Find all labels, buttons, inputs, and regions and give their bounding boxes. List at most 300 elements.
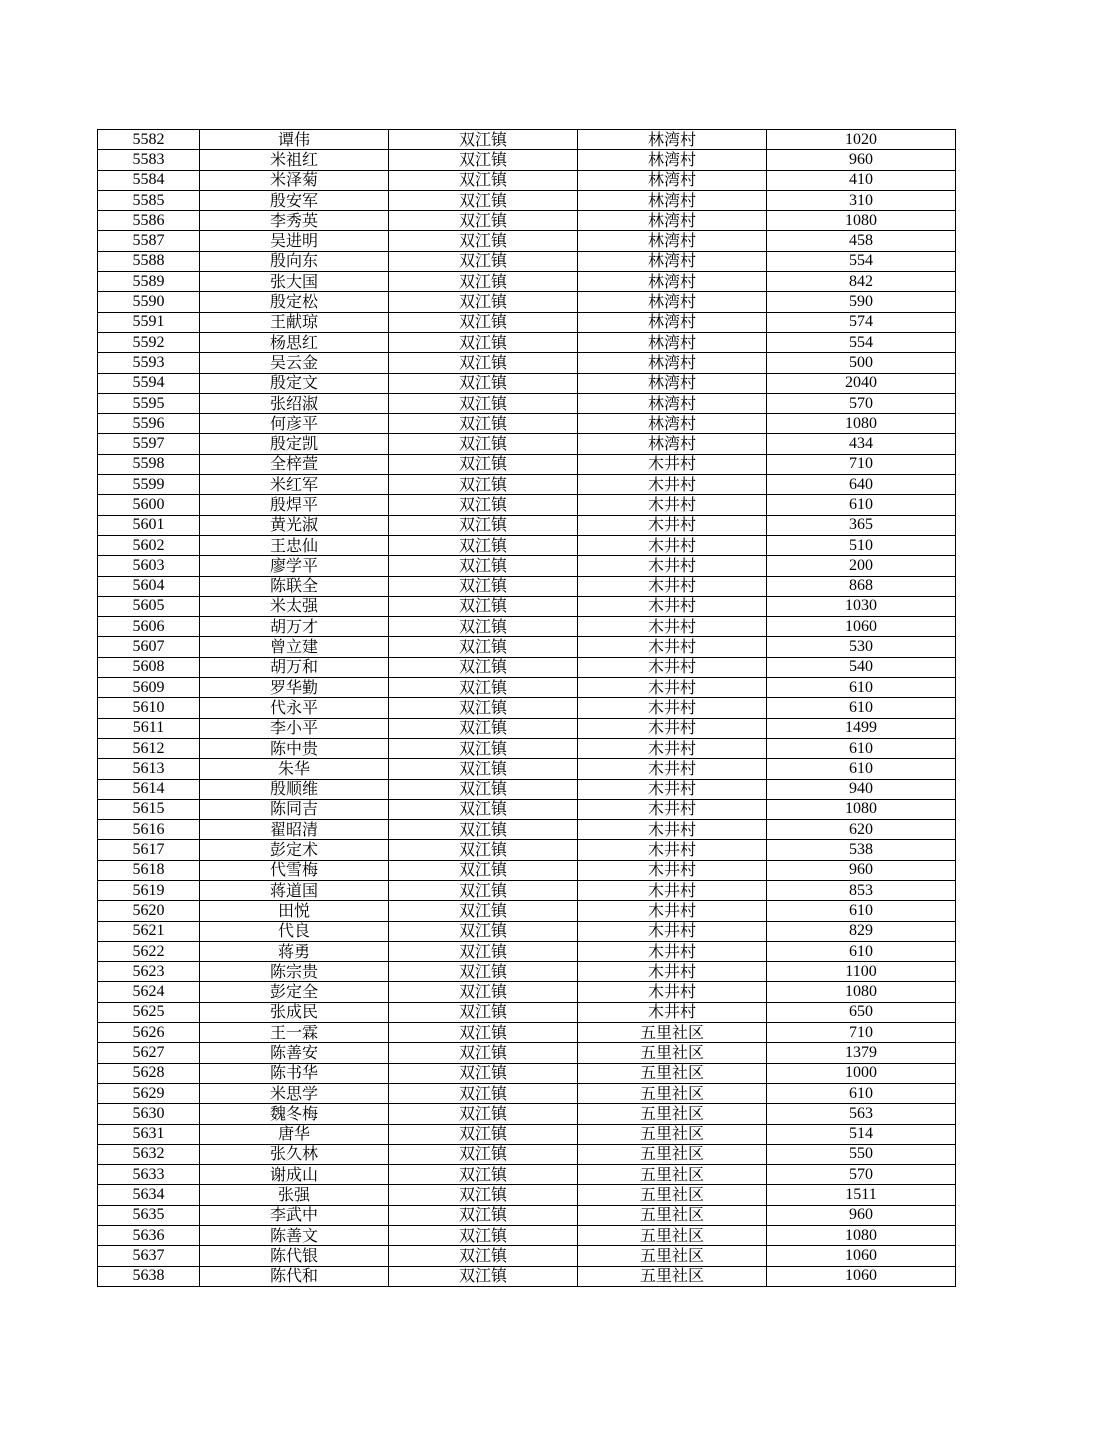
town-cell: 双江镇 bbox=[389, 1185, 578, 1205]
village-cell: 木井村 bbox=[578, 657, 767, 677]
town-cell: 双江镇 bbox=[389, 698, 578, 718]
table-row bbox=[98, 1266, 956, 1286]
amount-cell: 540 bbox=[767, 657, 956, 677]
name-cell: 胡万和 bbox=[200, 657, 389, 677]
name-cell: 蒋道国 bbox=[200, 880, 389, 900]
village-cell: 木井村 bbox=[578, 556, 767, 576]
name-cell: 蒋勇 bbox=[200, 941, 389, 961]
row-number-cell: 5589 bbox=[98, 272, 200, 292]
name-cell: 罗华勤 bbox=[200, 678, 389, 698]
town-cell: 双江镇 bbox=[389, 190, 578, 210]
village-cell: 林湾村 bbox=[578, 312, 767, 332]
amount-cell: 829 bbox=[767, 921, 956, 941]
row-number-cell: 5625 bbox=[98, 1002, 200, 1022]
name-cell: 田悦 bbox=[200, 901, 389, 921]
table-row bbox=[98, 1144, 956, 1164]
name-cell: 翟昭清 bbox=[200, 820, 389, 840]
village-cell: 林湾村 bbox=[578, 434, 767, 454]
row-number-cell: 5590 bbox=[98, 292, 200, 312]
village-cell: 林湾村 bbox=[578, 414, 767, 434]
amount-cell: 514 bbox=[767, 1124, 956, 1144]
amount-cell: 1511 bbox=[767, 1185, 956, 1205]
name-cell: 魏冬梅 bbox=[200, 1104, 389, 1124]
town-cell: 双江镇 bbox=[389, 657, 578, 677]
row-number-cell: 5584 bbox=[98, 170, 200, 190]
name-cell: 陈中贵 bbox=[200, 738, 389, 758]
table-row bbox=[98, 495, 956, 515]
amount-cell: 960 bbox=[767, 860, 956, 880]
table-row bbox=[98, 292, 956, 312]
town-cell: 双江镇 bbox=[389, 1104, 578, 1124]
name-cell: 李武中 bbox=[200, 1205, 389, 1225]
village-cell: 五里社区 bbox=[578, 1165, 767, 1185]
row-number-cell: 5585 bbox=[98, 190, 200, 210]
amount-cell: 610 bbox=[767, 678, 956, 698]
amount-cell: 1100 bbox=[767, 962, 956, 982]
amount-cell: 1000 bbox=[767, 1063, 956, 1083]
row-number-cell: 5628 bbox=[98, 1063, 200, 1083]
table-row bbox=[98, 657, 956, 677]
name-cell: 张强 bbox=[200, 1185, 389, 1205]
row-number-cell: 5607 bbox=[98, 637, 200, 657]
name-cell: 张大国 bbox=[200, 272, 389, 292]
amount-cell: 570 bbox=[767, 393, 956, 413]
amount-cell: 940 bbox=[767, 779, 956, 799]
table-row bbox=[98, 901, 956, 921]
amount-cell: 1020 bbox=[767, 130, 956, 150]
village-cell: 林湾村 bbox=[578, 393, 767, 413]
town-cell: 双江镇 bbox=[389, 475, 578, 495]
village-cell: 木井村 bbox=[578, 860, 767, 880]
table-row bbox=[98, 738, 956, 758]
town-cell: 双江镇 bbox=[389, 1205, 578, 1225]
row-number-cell: 5611 bbox=[98, 718, 200, 738]
amount-cell: 554 bbox=[767, 332, 956, 352]
village-cell: 木井村 bbox=[578, 596, 767, 616]
table-row bbox=[98, 921, 956, 941]
row-number-cell: 5605 bbox=[98, 596, 200, 616]
amount-cell: 1030 bbox=[767, 596, 956, 616]
name-cell: 殷安军 bbox=[200, 190, 389, 210]
amount-cell: 868 bbox=[767, 576, 956, 596]
name-cell: 何彦平 bbox=[200, 414, 389, 434]
amount-cell: 842 bbox=[767, 272, 956, 292]
amount-cell: 610 bbox=[767, 1083, 956, 1103]
amount-cell: 1060 bbox=[767, 617, 956, 637]
village-cell: 木井村 bbox=[578, 637, 767, 657]
village-cell: 林湾村 bbox=[578, 272, 767, 292]
amount-cell: 1080 bbox=[767, 1226, 956, 1246]
amount-cell: 1060 bbox=[767, 1266, 956, 1286]
town-cell: 双江镇 bbox=[389, 150, 578, 170]
name-cell: 谢成山 bbox=[200, 1165, 389, 1185]
table-row bbox=[98, 1063, 956, 1083]
village-cell: 木井村 bbox=[578, 718, 767, 738]
town-cell: 双江镇 bbox=[389, 596, 578, 616]
amount-cell: 610 bbox=[767, 495, 956, 515]
village-cell: 林湾村 bbox=[578, 292, 767, 312]
row-number-cell: 5602 bbox=[98, 535, 200, 555]
name-cell: 黄光淑 bbox=[200, 515, 389, 535]
table-row bbox=[98, 556, 956, 576]
table-row bbox=[98, 515, 956, 535]
row-number-cell: 5610 bbox=[98, 698, 200, 718]
town-cell: 双江镇 bbox=[389, 1002, 578, 1022]
amount-cell: 610 bbox=[767, 738, 956, 758]
row-number-cell: 5629 bbox=[98, 1083, 200, 1103]
village-cell: 五里社区 bbox=[578, 1205, 767, 1225]
village-cell: 木井村 bbox=[578, 495, 767, 515]
name-cell: 米泽菊 bbox=[200, 170, 389, 190]
row-number-cell: 5608 bbox=[98, 657, 200, 677]
town-cell: 双江镇 bbox=[389, 170, 578, 190]
town-cell: 双江镇 bbox=[389, 1124, 578, 1144]
village-cell: 木井村 bbox=[578, 779, 767, 799]
town-cell: 双江镇 bbox=[389, 272, 578, 292]
amount-cell: 1499 bbox=[767, 718, 956, 738]
town-cell: 双江镇 bbox=[389, 1226, 578, 1246]
village-cell: 林湾村 bbox=[578, 190, 767, 210]
village-cell: 木井村 bbox=[578, 475, 767, 495]
row-number-cell: 5599 bbox=[98, 475, 200, 495]
table-row bbox=[98, 332, 956, 352]
village-cell: 林湾村 bbox=[578, 353, 767, 373]
amount-cell: 1060 bbox=[767, 1246, 956, 1266]
amount-cell: 538 bbox=[767, 840, 956, 860]
amount-cell: 1379 bbox=[767, 1043, 956, 1063]
village-cell: 林湾村 bbox=[578, 150, 767, 170]
row-number-cell: 5634 bbox=[98, 1185, 200, 1205]
row-number-cell: 5638 bbox=[98, 1266, 200, 1286]
row-number-cell: 5615 bbox=[98, 799, 200, 819]
village-cell: 木井村 bbox=[578, 880, 767, 900]
row-number-cell: 5617 bbox=[98, 840, 200, 860]
table-row bbox=[98, 170, 956, 190]
table-row bbox=[98, 799, 956, 819]
amount-cell: 590 bbox=[767, 292, 956, 312]
row-number-cell: 5637 bbox=[98, 1246, 200, 1266]
table-row bbox=[98, 312, 956, 332]
village-cell: 林湾村 bbox=[578, 373, 767, 393]
name-cell: 张绍淑 bbox=[200, 393, 389, 413]
name-cell: 张久林 bbox=[200, 1144, 389, 1164]
row-number-cell: 5614 bbox=[98, 779, 200, 799]
name-cell: 全梓萱 bbox=[200, 454, 389, 474]
amount-cell: 570 bbox=[767, 1165, 956, 1185]
table-row bbox=[98, 373, 956, 393]
table-row bbox=[98, 535, 956, 555]
amount-cell: 1080 bbox=[767, 982, 956, 1002]
row-number-cell: 5604 bbox=[98, 576, 200, 596]
table-row bbox=[98, 1104, 956, 1124]
village-cell: 林湾村 bbox=[578, 332, 767, 352]
table-row bbox=[98, 1043, 956, 1063]
town-cell: 双江镇 bbox=[389, 880, 578, 900]
row-number-cell: 5601 bbox=[98, 515, 200, 535]
town-cell: 双江镇 bbox=[389, 211, 578, 231]
village-cell: 五里社区 bbox=[578, 1063, 767, 1083]
name-cell: 杨思红 bbox=[200, 332, 389, 352]
name-cell: 殷定松 bbox=[200, 292, 389, 312]
table-row bbox=[98, 637, 956, 657]
village-cell: 五里社区 bbox=[578, 1246, 767, 1266]
table-row bbox=[98, 130, 956, 150]
amount-cell: 410 bbox=[767, 170, 956, 190]
row-number-cell: 5624 bbox=[98, 982, 200, 1002]
name-cell: 殷向东 bbox=[200, 251, 389, 271]
town-cell: 双江镇 bbox=[389, 1063, 578, 1083]
town-cell: 双江镇 bbox=[389, 1266, 578, 1286]
row-number-cell: 5632 bbox=[98, 1144, 200, 1164]
amount-cell: 500 bbox=[767, 353, 956, 373]
row-number-cell: 5635 bbox=[98, 1205, 200, 1225]
name-cell: 陈善文 bbox=[200, 1226, 389, 1246]
table-row bbox=[98, 596, 956, 616]
village-cell: 五里社区 bbox=[578, 1083, 767, 1103]
amount-cell: 960 bbox=[767, 1205, 956, 1225]
row-number-cell: 5622 bbox=[98, 941, 200, 961]
row-number-cell: 5592 bbox=[98, 332, 200, 352]
village-cell: 五里社区 bbox=[578, 1023, 767, 1043]
name-cell: 代永平 bbox=[200, 698, 389, 718]
amount-cell: 365 bbox=[767, 515, 956, 535]
row-number-cell: 5633 bbox=[98, 1165, 200, 1185]
row-number-cell: 5636 bbox=[98, 1226, 200, 1246]
row-number-cell: 5626 bbox=[98, 1023, 200, 1043]
name-cell: 王忠仙 bbox=[200, 535, 389, 555]
village-cell: 木井村 bbox=[578, 901, 767, 921]
town-cell: 双江镇 bbox=[389, 332, 578, 352]
table-row bbox=[98, 941, 956, 961]
name-cell: 吴进明 bbox=[200, 231, 389, 251]
village-cell: 木井村 bbox=[578, 799, 767, 819]
row-number-cell: 5598 bbox=[98, 454, 200, 474]
row-number-cell: 5588 bbox=[98, 251, 200, 271]
name-cell: 殷定凯 bbox=[200, 434, 389, 454]
village-cell: 五里社区 bbox=[578, 1104, 767, 1124]
table-row bbox=[98, 414, 956, 434]
town-cell: 双江镇 bbox=[389, 556, 578, 576]
table-row bbox=[98, 1185, 956, 1205]
row-number-cell: 5630 bbox=[98, 1104, 200, 1124]
village-cell: 林湾村 bbox=[578, 251, 767, 271]
amount-cell: 853 bbox=[767, 880, 956, 900]
village-cell: 木井村 bbox=[578, 617, 767, 637]
table-row bbox=[98, 475, 956, 495]
row-number-cell: 5600 bbox=[98, 495, 200, 515]
row-number-cell: 5609 bbox=[98, 678, 200, 698]
village-cell: 木井村 bbox=[578, 840, 767, 860]
village-cell: 木井村 bbox=[578, 820, 767, 840]
town-cell: 双江镇 bbox=[389, 1023, 578, 1043]
row-number-cell: 5613 bbox=[98, 759, 200, 779]
town-cell: 双江镇 bbox=[389, 840, 578, 860]
row-number-cell: 5627 bbox=[98, 1043, 200, 1063]
table-row bbox=[98, 393, 956, 413]
town-cell: 双江镇 bbox=[389, 130, 578, 150]
village-cell: 五里社区 bbox=[578, 1043, 767, 1063]
amount-cell: 2040 bbox=[767, 373, 956, 393]
table-row bbox=[98, 576, 956, 596]
town-cell: 双江镇 bbox=[389, 962, 578, 982]
amount-cell: 610 bbox=[767, 698, 956, 718]
amount-cell: 710 bbox=[767, 454, 956, 474]
table-row bbox=[98, 698, 956, 718]
row-number-cell: 5612 bbox=[98, 738, 200, 758]
name-cell: 彭定术 bbox=[200, 840, 389, 860]
town-cell: 双江镇 bbox=[389, 535, 578, 555]
table-row bbox=[98, 759, 956, 779]
name-cell: 朱华 bbox=[200, 759, 389, 779]
village-cell: 林湾村 bbox=[578, 231, 767, 251]
name-cell: 陈代和 bbox=[200, 1266, 389, 1286]
village-cell: 木井村 bbox=[578, 576, 767, 596]
table-row bbox=[98, 1205, 956, 1225]
row-number-cell: 5593 bbox=[98, 353, 200, 373]
amount-cell: 620 bbox=[767, 820, 956, 840]
amount-cell: 574 bbox=[767, 312, 956, 332]
name-cell: 陈书华 bbox=[200, 1063, 389, 1083]
town-cell: 双江镇 bbox=[389, 617, 578, 637]
town-cell: 双江镇 bbox=[389, 860, 578, 880]
table-row bbox=[98, 251, 956, 271]
table-row bbox=[98, 1083, 956, 1103]
row-number-cell: 5591 bbox=[98, 312, 200, 332]
table-row bbox=[98, 211, 956, 231]
table-row bbox=[98, 1246, 956, 1266]
row-number-cell: 5587 bbox=[98, 231, 200, 251]
table-row bbox=[98, 840, 956, 860]
town-cell: 双江镇 bbox=[389, 779, 578, 799]
town-cell: 双江镇 bbox=[389, 901, 578, 921]
name-cell: 陈联全 bbox=[200, 576, 389, 596]
village-cell: 木井村 bbox=[578, 982, 767, 1002]
table-row bbox=[98, 1002, 956, 1022]
row-number-cell: 5586 bbox=[98, 211, 200, 231]
name-cell: 陈代银 bbox=[200, 1246, 389, 1266]
name-cell: 殷顺维 bbox=[200, 779, 389, 799]
name-cell: 吴云金 bbox=[200, 353, 389, 373]
row-number-cell: 5594 bbox=[98, 373, 200, 393]
amount-cell: 434 bbox=[767, 434, 956, 454]
name-cell: 陈同吉 bbox=[200, 799, 389, 819]
row-number-cell: 5623 bbox=[98, 962, 200, 982]
row-number-cell: 5620 bbox=[98, 901, 200, 921]
table-row bbox=[98, 982, 956, 1002]
name-cell: 李秀英 bbox=[200, 211, 389, 231]
village-cell: 木井村 bbox=[578, 454, 767, 474]
table-row bbox=[98, 353, 956, 373]
table-row bbox=[98, 272, 956, 292]
row-number-cell: 5619 bbox=[98, 880, 200, 900]
name-cell: 王献琼 bbox=[200, 312, 389, 332]
name-cell: 胡万才 bbox=[200, 617, 389, 637]
name-cell: 米祖红 bbox=[200, 150, 389, 170]
town-cell: 双江镇 bbox=[389, 921, 578, 941]
village-cell: 木井村 bbox=[578, 698, 767, 718]
row-number-cell: 5582 bbox=[98, 130, 200, 150]
table-row bbox=[98, 860, 956, 880]
town-cell: 双江镇 bbox=[389, 495, 578, 515]
town-cell: 双江镇 bbox=[389, 941, 578, 961]
village-cell: 木井村 bbox=[578, 535, 767, 555]
table-row bbox=[98, 617, 956, 637]
town-cell: 双江镇 bbox=[389, 738, 578, 758]
village-cell: 五里社区 bbox=[578, 1185, 767, 1205]
name-cell: 米思学 bbox=[200, 1083, 389, 1103]
name-cell: 米太强 bbox=[200, 596, 389, 616]
town-cell: 双江镇 bbox=[389, 1144, 578, 1164]
village-cell: 木井村 bbox=[578, 738, 767, 758]
town-cell: 双江镇 bbox=[389, 312, 578, 332]
village-cell: 木井村 bbox=[578, 759, 767, 779]
village-cell: 林湾村 bbox=[578, 211, 767, 231]
town-cell: 双江镇 bbox=[389, 576, 578, 596]
village-cell: 木井村 bbox=[578, 962, 767, 982]
amount-cell: 640 bbox=[767, 475, 956, 495]
table-row bbox=[98, 962, 956, 982]
village-cell: 木井村 bbox=[578, 678, 767, 698]
amount-cell: 610 bbox=[767, 941, 956, 961]
row-number-cell: 5596 bbox=[98, 414, 200, 434]
amount-cell: 554 bbox=[767, 251, 956, 271]
town-cell: 双江镇 bbox=[389, 1043, 578, 1063]
amount-cell: 1080 bbox=[767, 799, 956, 819]
table-row bbox=[98, 1124, 956, 1144]
name-cell: 唐华 bbox=[200, 1124, 389, 1144]
amount-cell: 710 bbox=[767, 1023, 956, 1043]
name-cell: 廖学平 bbox=[200, 556, 389, 576]
amount-cell: 1080 bbox=[767, 414, 956, 434]
name-cell: 王一霖 bbox=[200, 1023, 389, 1043]
amount-cell: 458 bbox=[767, 231, 956, 251]
name-cell: 米红军 bbox=[200, 475, 389, 495]
row-number-cell: 5597 bbox=[98, 434, 200, 454]
name-cell: 殷定文 bbox=[200, 373, 389, 393]
town-cell: 双江镇 bbox=[389, 373, 578, 393]
amount-cell: 610 bbox=[767, 759, 956, 779]
town-cell: 双江镇 bbox=[389, 1083, 578, 1103]
town-cell: 双江镇 bbox=[389, 799, 578, 819]
town-cell: 双江镇 bbox=[389, 251, 578, 271]
town-cell: 双江镇 bbox=[389, 637, 578, 657]
town-cell: 双江镇 bbox=[389, 353, 578, 373]
row-number-cell: 5631 bbox=[98, 1124, 200, 1144]
amount-cell: 1080 bbox=[767, 211, 956, 231]
town-cell: 双江镇 bbox=[389, 414, 578, 434]
table-row bbox=[98, 190, 956, 210]
amount-cell: 200 bbox=[767, 556, 956, 576]
name-cell: 代良 bbox=[200, 921, 389, 941]
name-cell: 彭定全 bbox=[200, 982, 389, 1002]
town-cell: 双江镇 bbox=[389, 454, 578, 474]
village-cell: 五里社区 bbox=[578, 1266, 767, 1286]
town-cell: 双江镇 bbox=[389, 1165, 578, 1185]
village-cell: 林湾村 bbox=[578, 130, 767, 150]
row-number-cell: 5583 bbox=[98, 150, 200, 170]
town-cell: 双江镇 bbox=[389, 820, 578, 840]
name-cell: 曾立建 bbox=[200, 637, 389, 657]
table-row bbox=[98, 1165, 956, 1185]
amount-cell: 650 bbox=[767, 1002, 956, 1022]
village-cell: 五里社区 bbox=[578, 1226, 767, 1246]
village-cell: 木井村 bbox=[578, 941, 767, 961]
village-cell: 五里社区 bbox=[578, 1124, 767, 1144]
table-row bbox=[98, 150, 956, 170]
name-cell: 陈善安 bbox=[200, 1043, 389, 1063]
town-cell: 双江镇 bbox=[389, 678, 578, 698]
amount-cell: 510 bbox=[767, 535, 956, 555]
